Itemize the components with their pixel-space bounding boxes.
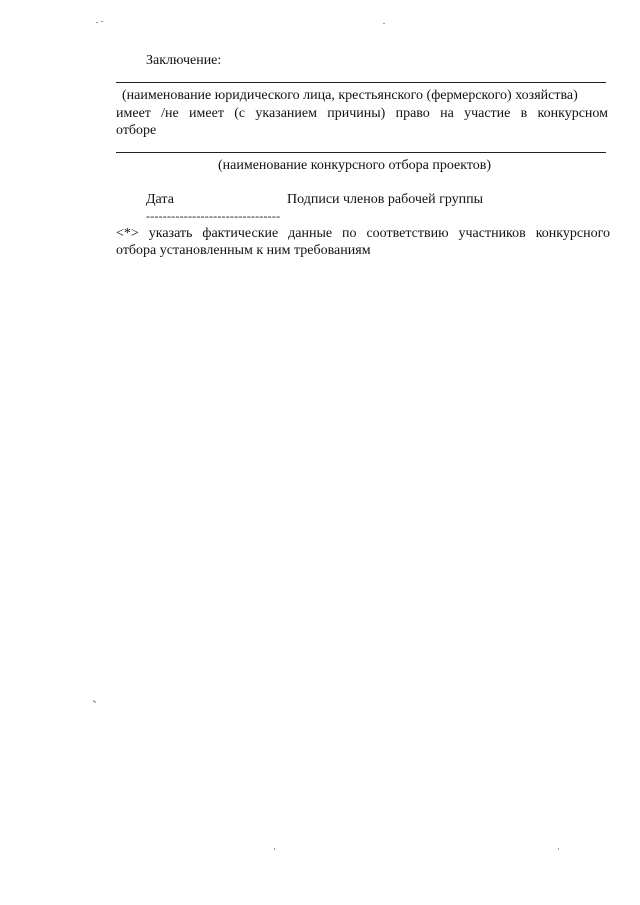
footnote-line1: <*> указать фактические данные по соответствию участников конкурсного	[116, 226, 610, 241]
entity-caption: (наименование юридического лица, крестьянского (фермерского) хозяйства)	[122, 88, 578, 103]
dash-separator: --------------------------------	[146, 209, 281, 223]
scan-speck	[93, 700, 96, 703]
conclusion-label: Заключение:	[146, 53, 222, 68]
eligibility-statement-line1: имеет /не имеет (с указанием причины) право на участие в конкурсном	[116, 106, 608, 121]
eligibility-statement-line2: отборе	[116, 123, 157, 138]
scan-speck	[558, 848, 559, 850]
date-label: Дата	[146, 192, 174, 207]
footnote-line2: отбора установленным к ним требованиям	[116, 243, 371, 258]
scan-speck	[96, 22, 98, 23]
scan-speck	[101, 21, 103, 22]
entity-underline	[116, 82, 606, 83]
scan-speck	[383, 23, 385, 24]
scan-speck	[274, 848, 275, 850]
selection-caption: (наименование конкурсного отбора проектов)	[218, 158, 492, 173]
selection-underline	[116, 152, 606, 153]
signatures-label: Подписи членов рабочей группы	[287, 192, 484, 207]
